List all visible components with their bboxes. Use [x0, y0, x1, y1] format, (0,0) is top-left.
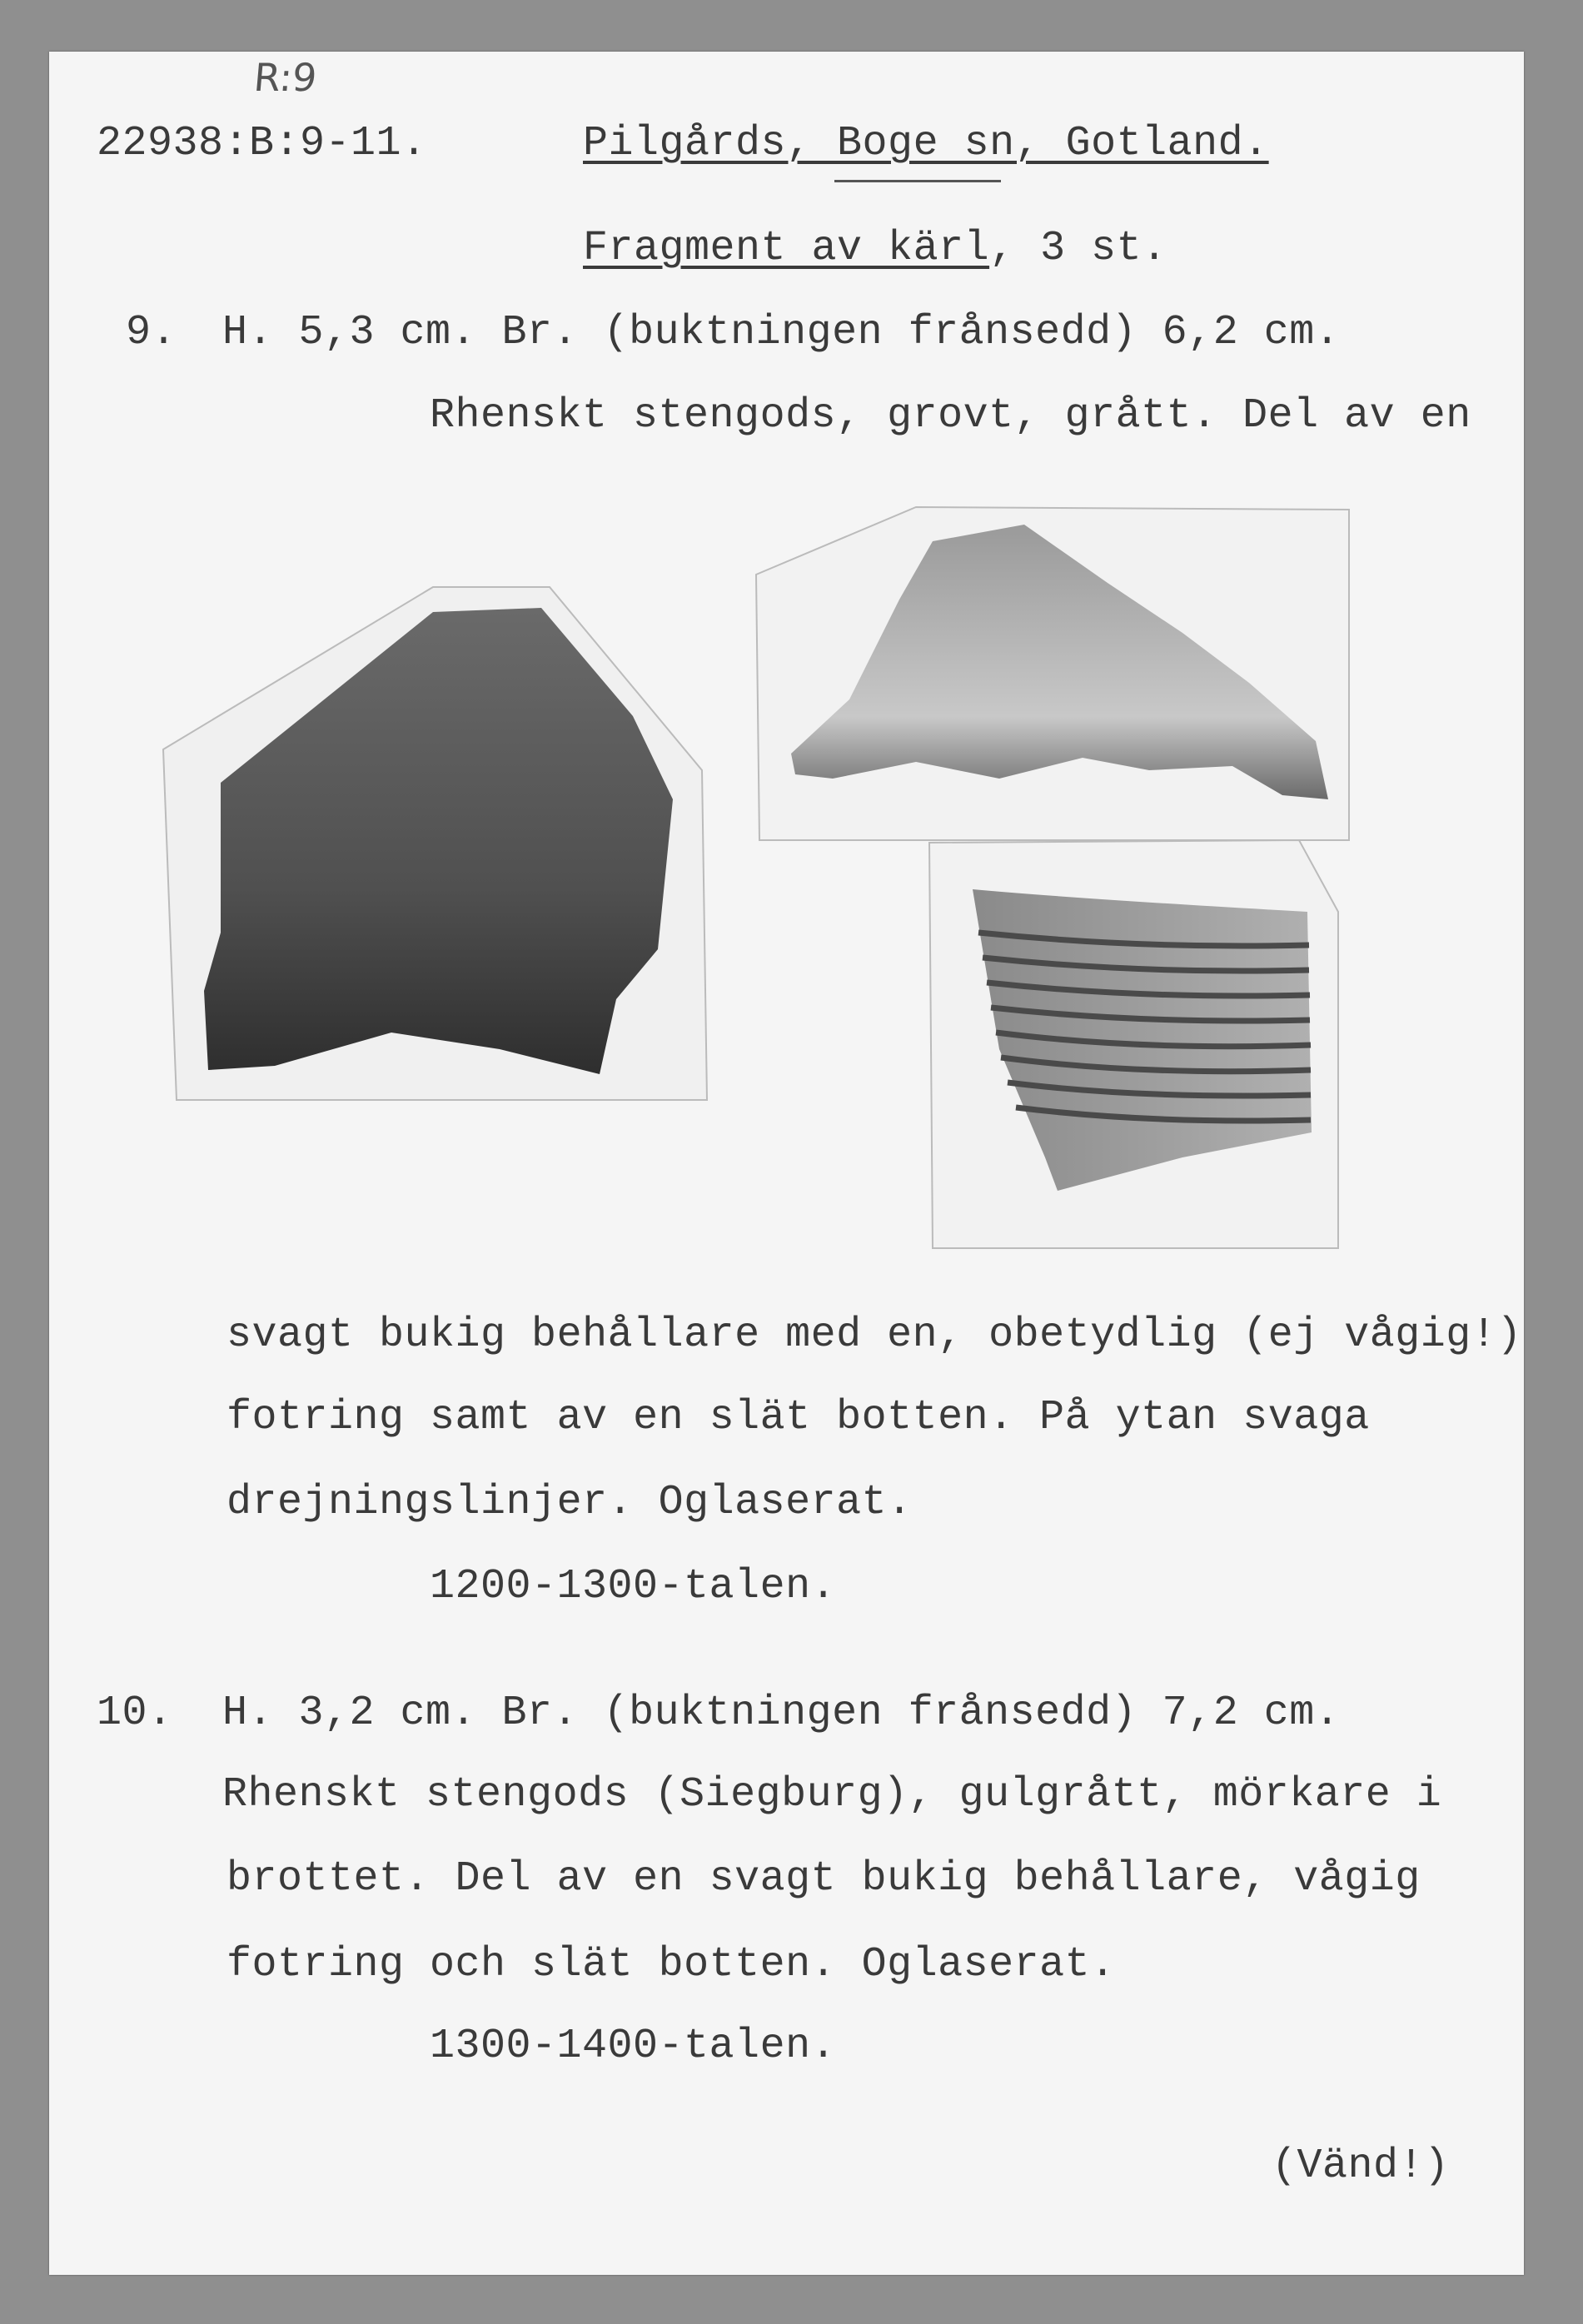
- object-title: Fragment av kärl: [583, 225, 990, 272]
- item-10-description-line: Rhenskt stengods (Siegburg), gulgrått, mörkare i: [222, 1771, 1442, 1819]
- item-10-dimensions: H. 3,2 cm. Br. (buktningen frånsedd) 7,2 cm.: [222, 1690, 1341, 1737]
- photo-fragment-11: [929, 840, 1338, 1248]
- item-10-description-line: brottet. Del av en svagt bukig behållare, vågig: [226, 1855, 1421, 1903]
- item-10-description-line: fotring och slät botten. Oglaserat.: [226, 1941, 1116, 1988]
- item-9-dating: 1200-1300-talen.: [430, 1563, 837, 1610]
- location-heading: Pilgårds, Boge sn, Gotland.: [583, 120, 1269, 167]
- item-9-number: 9.: [126, 309, 177, 356]
- item-10-dating: 1300-1400-talen.: [430, 2023, 837, 2070]
- item-9-dimensions: H. 5,3 cm. Br. (buktningen frånsedd) 6,2 cm.: [222, 309, 1341, 356]
- item-10-number: 10.: [97, 1690, 173, 1737]
- photo-fragment-10: [756, 507, 1349, 840]
- item-9-description-line: Rhenskt stengods, grovt, grått. Del av en: [430, 392, 1471, 440]
- item-9-description-line: svagt bukig behållare med en, obetydlig (ej vågig!): [226, 1311, 1522, 1359]
- item-9-description-line: fotring samt av en slät botten. På ytan svaga: [226, 1394, 1370, 1441]
- turn-over-note: (Vänd!): [1272, 2142, 1450, 2190]
- photo-fragment-9: [163, 587, 707, 1100]
- item-9-description-line: drejningslinjer. Oglaserat.: [226, 1479, 913, 1526]
- handwritten-mark: R:9: [251, 55, 319, 100]
- catalog-number: 22938:B:9-11.: [97, 120, 427, 167]
- object-count: , 3 st.: [989, 225, 1167, 272]
